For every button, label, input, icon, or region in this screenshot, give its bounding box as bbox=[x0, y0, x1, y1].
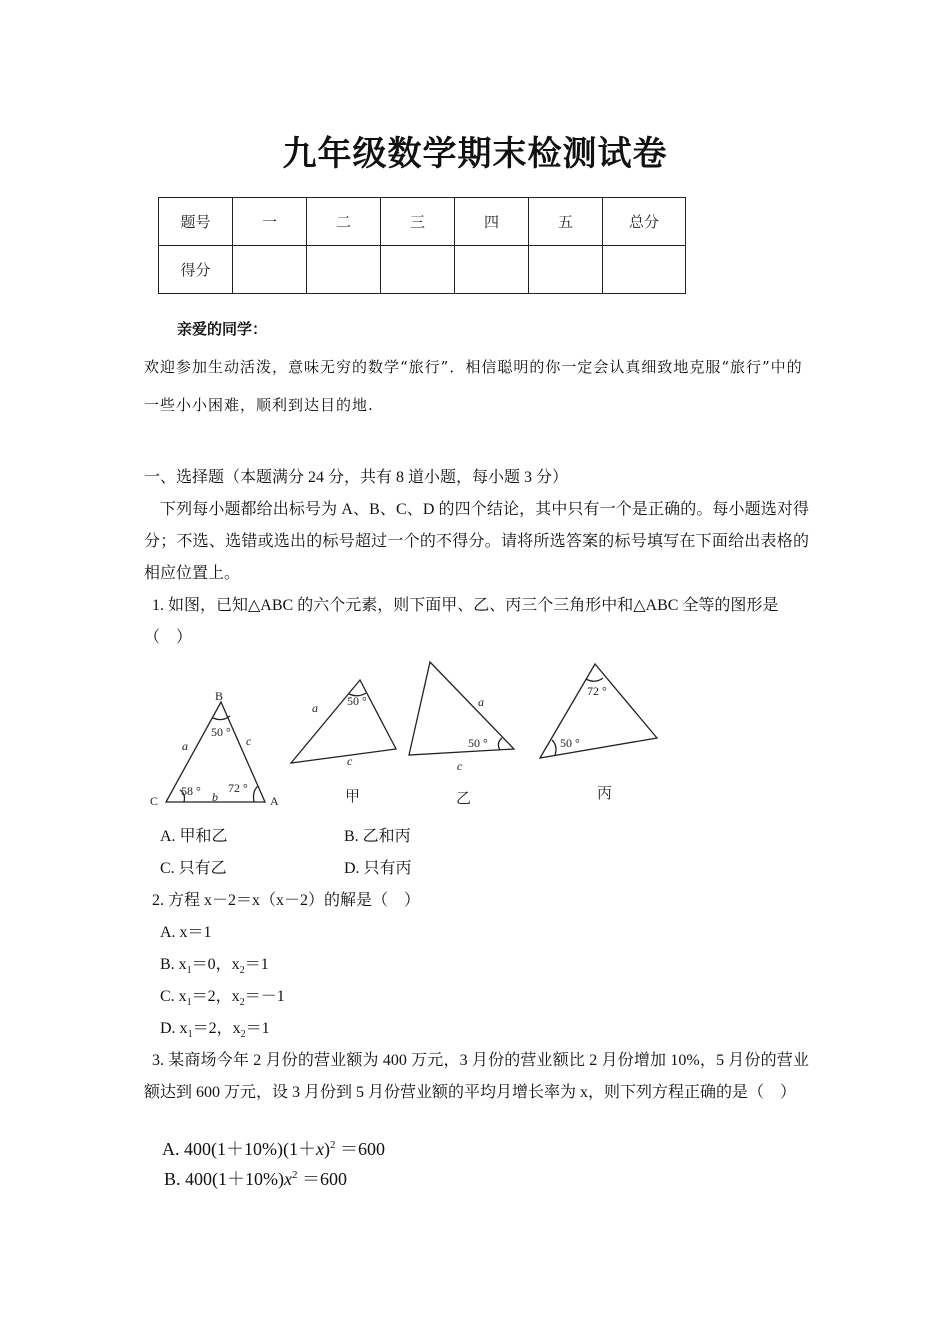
q1-figure bbox=[140, 650, 680, 815]
label-a: A bbox=[270, 794, 279, 808]
page-title: 九年级数学期末检测试卷 bbox=[282, 134, 668, 174]
score-table-header-row bbox=[159, 198, 686, 246]
bing-top-angle-arc bbox=[586, 678, 603, 681]
triangle-yi bbox=[409, 662, 514, 755]
q1-option-c: C. 只有乙 bbox=[160, 860, 227, 877]
q2-option-a: A. x＝1 bbox=[160, 924, 212, 941]
bing-label: 丙 bbox=[597, 784, 613, 802]
jia-side-a: a bbox=[312, 701, 318, 715]
score-table bbox=[158, 197, 686, 294]
side-a: a bbox=[182, 739, 188, 753]
q2-stem: 2. 方程 x－2＝x（x－2）的解是（ ） bbox=[152, 892, 421, 909]
score-cell bbox=[233, 246, 307, 294]
bing-top-angle-value: 72 ° bbox=[587, 684, 607, 698]
header-cell-5: 五 bbox=[529, 198, 603, 246]
angle-c-value: 58 ° bbox=[181, 784, 201, 798]
angle-a-value: 72 ° bbox=[228, 781, 248, 795]
score-cell bbox=[455, 246, 529, 294]
score-cell-total bbox=[603, 246, 686, 294]
yi-angle-value: 50 ° bbox=[468, 736, 488, 750]
q2-option-b: B. $x_1=0$，$x_2=1$ bbox=[160, 956, 269, 977]
triangle-bing bbox=[540, 664, 657, 758]
greeting: 亲爱的同学： bbox=[177, 320, 268, 338]
q3-option-a: A. $400(1+10\%)(1+x)^2 =600$ bbox=[162, 1139, 385, 1159]
score-cell bbox=[381, 246, 455, 294]
q1-option-b: B. 乙和丙 bbox=[344, 828, 411, 845]
triangle-jia bbox=[291, 680, 396, 763]
yi-angle-arc bbox=[498, 738, 502, 750]
bing-left-angle-value: 50 ° bbox=[560, 736, 580, 750]
yi-side-c: c bbox=[457, 759, 463, 773]
q3-option-b: B. $400(1+10\%)x^2 =600$ bbox=[164, 1169, 347, 1189]
q3-stem: 3. 某商场今年 2 月份的营业额为 400 万元，3 月份的营业额比 2 月份增加 10%，5 月份的营业额达到 600 万元，设 3 月份到 5 月份营业额的平均月增长率为 x，则下列方程正确的是（ ） bbox=[144, 1052, 809, 1101]
yi-label: 乙 bbox=[456, 789, 472, 807]
score-cell bbox=[529, 246, 603, 294]
q2-option-c: C. $x_1=2$，$x_2=-1$ bbox=[160, 988, 285, 1009]
angle-a-arc bbox=[254, 786, 259, 802]
label-b: B bbox=[215, 689, 224, 703]
angle-b-value: 50 ° bbox=[211, 725, 231, 739]
header-cell-4: 四 bbox=[455, 198, 529, 246]
jia-side-c: c bbox=[347, 754, 353, 768]
q1-stem: 1. 如图，已知△ABC 的六个元素，则下面甲、乙、丙三个三角形中和△ABC 全等的图形是（ ） bbox=[144, 597, 779, 646]
jia-label: 甲 bbox=[345, 787, 361, 805]
q2-option-d: D. $x_1=2$，$x_2=1$ bbox=[160, 1020, 270, 1041]
header-cell-1: 一 bbox=[233, 198, 307, 246]
header-cell-total: 总分 bbox=[603, 198, 686, 246]
section1-instructions: 下列每小题都给出标号为 A、B、C、D 的四个结论，其中只有一个是正确的。每小题选对得分；不选、选错或选出的标号超过一个的不得分。请将所选答案的标号填写在下面给出表格的相应位置上。 bbox=[144, 501, 809, 582]
yi-side-a: a bbox=[478, 695, 484, 709]
score-table-score-row bbox=[159, 246, 686, 294]
header-cell-2: 二 bbox=[307, 198, 381, 246]
side-b: b bbox=[212, 790, 218, 804]
label-c: C bbox=[150, 794, 159, 808]
score-cell bbox=[307, 246, 381, 294]
q1-option-a: A. 甲和乙 bbox=[160, 828, 228, 845]
q1-option-d: D. 只有丙 bbox=[344, 860, 412, 877]
score-row-label: 得分 bbox=[159, 246, 233, 294]
jia-angle-value: 50 ° bbox=[347, 694, 367, 708]
header-cell-3: 三 bbox=[381, 198, 455, 246]
section1-heading: 一、选择题（本题满分 24 分，共有 8 道小题，每小题 3 分） bbox=[144, 469, 569, 486]
welcome-text: 欢迎参加生动活泼，意味无穷的数学“旅行”．相信聪明的你一定会认真细致地克服“旅行”中的一些小小困难，顺利到达目的地. bbox=[144, 358, 803, 414]
header-cell-label: 题号 bbox=[159, 198, 233, 246]
side-c: c bbox=[246, 734, 252, 748]
bing-left-angle-arc bbox=[552, 740, 556, 755]
